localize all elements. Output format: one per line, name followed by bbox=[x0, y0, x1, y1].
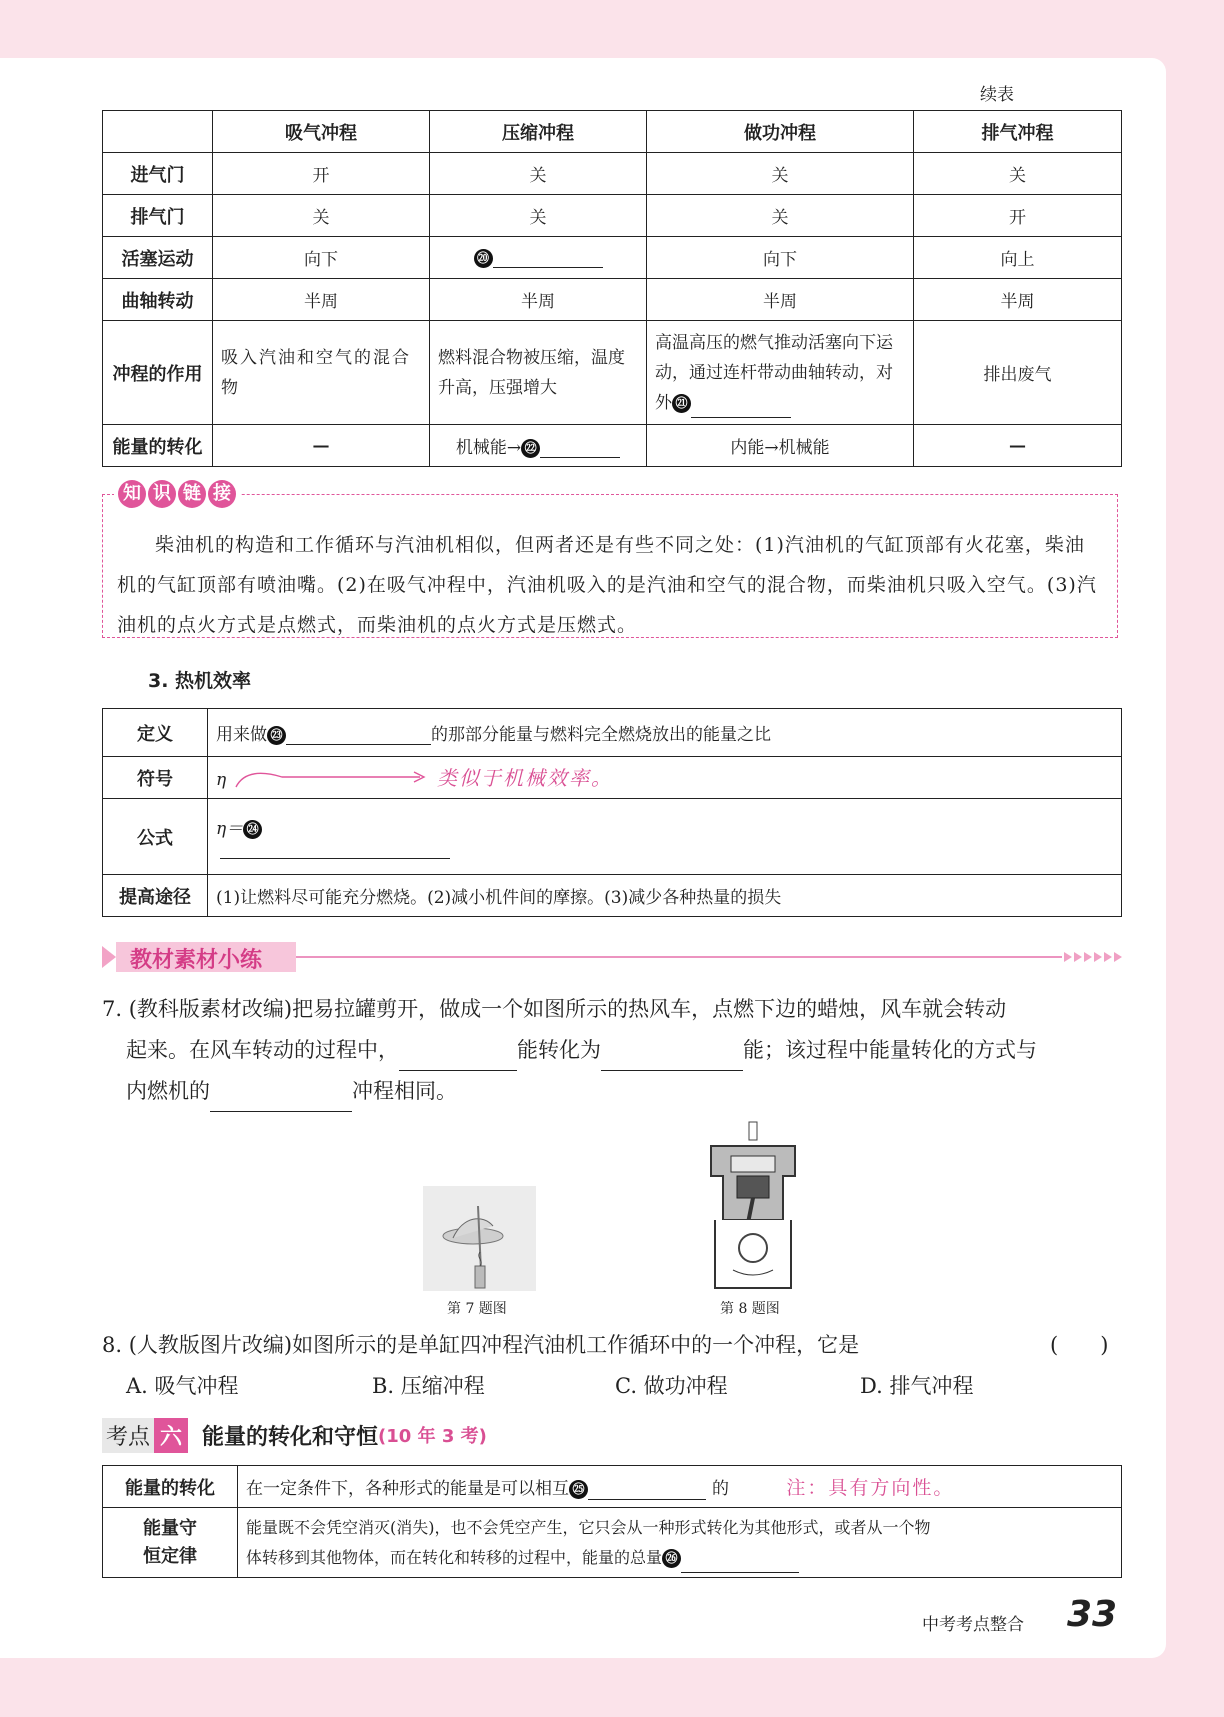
practice-banner bbox=[102, 940, 1122, 974]
row-label: 冲程的作用 bbox=[103, 321, 213, 425]
table-cell: 半周 bbox=[430, 279, 647, 321]
continued-label: 续表 bbox=[980, 85, 1014, 105]
figure-7-image bbox=[423, 1186, 536, 1291]
efficiency-table bbox=[102, 708, 1122, 917]
stroke-table bbox=[102, 110, 1122, 467]
cell-text: 能量既不会凭空消灭(消失)，也不会凭空产生，它只会从一种形式转化为其他形式，或者从一个物 bbox=[246, 1517, 931, 1537]
figure-8-caption: 第 8 题图 bbox=[720, 1301, 780, 1317]
figure-7-caption: 第 7 题图 bbox=[447, 1301, 507, 1317]
badge-char: 链 bbox=[178, 480, 206, 508]
answer-blank[interactable] bbox=[399, 1042, 517, 1071]
blank-number: ㉒ bbox=[521, 439, 540, 458]
cell-text: 在一定条件下，各种形式的能量是可以相互 bbox=[246, 1479, 569, 1499]
section-tag: 考点 bbox=[102, 1418, 154, 1453]
header-cell: 做功冲程 bbox=[647, 111, 914, 153]
engine-cylinder-figure bbox=[703, 1120, 803, 1292]
answer-blank[interactable] bbox=[286, 726, 431, 745]
table-row bbox=[103, 1508, 1122, 1578]
banner-title: 教材素材小练 bbox=[130, 948, 263, 973]
q7-line bbox=[102, 1071, 1132, 1112]
header-cell: 排气冲程 bbox=[914, 111, 1122, 153]
q7-line: 7. (教科版素材改编)把易拉罐剪开，做成一个如图所示的热风车，点燃下边的蜡烛，风车就会转动 bbox=[102, 997, 1007, 1021]
blank-number: ㉓ bbox=[267, 726, 286, 745]
table-cell: 向上 bbox=[914, 237, 1122, 279]
table-row bbox=[103, 321, 1122, 425]
badge-char: 知 bbox=[118, 480, 146, 508]
row-label: 公式 bbox=[103, 799, 208, 875]
table-cell: — bbox=[914, 425, 1122, 467]
handwritten-note: 注：具有方向性。 bbox=[786, 1477, 955, 1499]
table-row bbox=[103, 757, 1122, 799]
eta-symbol: η bbox=[216, 770, 227, 791]
table-cell: (1)让燃料尽可能充分燃烧。(2)减小机件间的摩擦。(3)减少各种热量的损失 bbox=[208, 875, 1122, 917]
row-label bbox=[103, 1508, 238, 1578]
blank-number: ⑳ bbox=[474, 249, 493, 268]
row-label: 提高途径 bbox=[103, 875, 208, 917]
answer-blank[interactable] bbox=[691, 399, 791, 418]
table-row bbox=[103, 153, 1122, 195]
q7-text: 内燃机的 bbox=[126, 1079, 210, 1103]
section-frequency: (10 年 3 考) bbox=[378, 1426, 487, 1447]
q7-text: 能；该过程中能量转化的方式与 bbox=[743, 1038, 1037, 1062]
answer-blank[interactable] bbox=[210, 1083, 352, 1112]
table-cell: 关 bbox=[647, 195, 914, 237]
badge-char: 识 bbox=[148, 480, 176, 508]
table-cell bbox=[208, 757, 1122, 799]
table-cell: 关 bbox=[647, 153, 914, 195]
table-row bbox=[103, 425, 1122, 467]
blank-number: ㉕ bbox=[569, 1480, 588, 1499]
q7-text: 起来。在风车转动的过程中， bbox=[126, 1038, 399, 1062]
cell-text: 用来做 bbox=[216, 725, 267, 745]
q7-line bbox=[102, 1030, 1132, 1071]
figure-8-image bbox=[703, 1120, 803, 1292]
table-cell: 排出废气 bbox=[914, 321, 1122, 425]
fill-blank-cell[interactable] bbox=[430, 237, 647, 279]
table-row bbox=[103, 875, 1122, 917]
table-cell: 吸入汽油和空气的混合物 bbox=[213, 321, 430, 425]
fill-blank-cell[interactable] bbox=[208, 799, 1122, 875]
fill-blank-cell[interactable] bbox=[208, 709, 1122, 757]
row-label: 定义 bbox=[103, 709, 208, 757]
blank-number: ㉖ bbox=[662, 1549, 681, 1568]
header-cell: 吸气冲程 bbox=[213, 111, 430, 153]
section-tag-number: 六 bbox=[154, 1418, 188, 1453]
row-label: 进气门 bbox=[103, 153, 213, 195]
arrow-icon bbox=[232, 769, 432, 793]
badge-char: 接 bbox=[208, 480, 236, 508]
energy-table bbox=[102, 1465, 1122, 1578]
section-title: 能量的转化和守恒 bbox=[202, 1424, 379, 1450]
row-label: 排气门 bbox=[103, 195, 213, 237]
q7-text: 冲程相同。 bbox=[352, 1079, 457, 1103]
efficiency-heading: 3. 热机效率 bbox=[148, 670, 252, 692]
answer-bracket[interactable]: ( ) bbox=[1050, 1333, 1109, 1357]
table-row bbox=[103, 279, 1122, 321]
handwritten-note: 类似于机械效率。 bbox=[437, 766, 613, 791]
table-cell: 开 bbox=[914, 195, 1122, 237]
answer-blank[interactable] bbox=[588, 1481, 706, 1500]
knowledge-link-badge bbox=[114, 480, 240, 508]
table-cell: 关 bbox=[213, 195, 430, 237]
knowledge-link-box bbox=[102, 494, 1118, 638]
table-cell: 半周 bbox=[647, 279, 914, 321]
answer-blank[interactable] bbox=[220, 854, 450, 859]
answer-blank[interactable] bbox=[540, 439, 620, 458]
pinwheel-figure bbox=[423, 1186, 536, 1291]
fill-blank-cell[interactable] bbox=[238, 1508, 1122, 1578]
section-6-heading bbox=[102, 1418, 487, 1452]
label-line: 能量守 bbox=[143, 1517, 197, 1539]
formula-symbol: η＝ bbox=[216, 819, 244, 839]
table-cell: 燃料混合物被压缩，温度升高，压强增大 bbox=[430, 321, 647, 425]
row-label: 曲轴转动 bbox=[103, 279, 213, 321]
option-d[interactable]: D. 排气冲程 bbox=[860, 1374, 974, 1398]
table-row bbox=[103, 799, 1122, 875]
table-row bbox=[103, 1466, 1122, 1508]
table-cell: 开 bbox=[213, 153, 430, 195]
answer-blank[interactable] bbox=[681, 1554, 799, 1573]
row-label: 能量的转化 bbox=[103, 425, 213, 467]
blank-number: ㉔ bbox=[243, 820, 262, 839]
table-cell: 关 bbox=[430, 153, 647, 195]
table-cell: 半周 bbox=[213, 279, 430, 321]
table-cell: 半周 bbox=[914, 279, 1122, 321]
table-cell: — bbox=[213, 425, 430, 467]
fill-blank-cell[interactable] bbox=[430, 425, 647, 467]
table-row bbox=[103, 237, 1122, 279]
cell-text: 体转移到其他物体，而在转化和转移的过程中，能量的总量 bbox=[246, 1547, 663, 1567]
q7-text: 能转化为 bbox=[517, 1038, 601, 1062]
table-row bbox=[103, 709, 1122, 757]
answer-blank[interactable] bbox=[493, 249, 603, 268]
fill-blank-cell[interactable] bbox=[647, 321, 914, 425]
label-line: 恒定律 bbox=[143, 1545, 197, 1567]
page-number: 33 bbox=[1067, 1594, 1118, 1635]
knowledge-link-text: 柴油机的构造和工作循环与汽油机相似，但两者还是有些不同之处：(1)汽油机的气缸顶部有火花塞，柴油机的气缸顶部有喷油嘴。(2)在吸气冲程中，汽油机吸入的是汽油和空气的混合物，而柴油机只吸入空气。(3)汽油机的点火方式是点燃式，而柴油机的点火方式是压燃式。 bbox=[117, 534, 1097, 636]
row-label: 符号 bbox=[103, 757, 208, 799]
row-label: 活塞运动 bbox=[103, 237, 213, 279]
option-b[interactable]: B. 压缩冲程 bbox=[372, 1374, 485, 1398]
question-7 bbox=[102, 989, 1132, 1112]
table-cell: 关 bbox=[430, 195, 647, 237]
cell-text: 的 bbox=[712, 1479, 729, 1499]
table-cell: 向下 bbox=[647, 237, 914, 279]
question-8-text: 8. (人教版图片改编)如图所示的是单缸四冲程汽油机工作循环中的一个冲程，它是 bbox=[102, 1333, 860, 1357]
header-cell: 压缩冲程 bbox=[430, 111, 647, 153]
corner-cell bbox=[103, 111, 213, 153]
row-label: 能量的转化 bbox=[103, 1466, 238, 1508]
table-header-row bbox=[103, 111, 1122, 153]
table-cell: 关 bbox=[914, 153, 1122, 195]
fill-blank-cell[interactable] bbox=[238, 1466, 1122, 1508]
cell-text: 机械能→ bbox=[455, 438, 522, 458]
table-cell: 内能→机械能 bbox=[647, 425, 914, 467]
table-row bbox=[103, 195, 1122, 237]
answer-blank[interactable] bbox=[601, 1042, 743, 1071]
cell-text: 高温高压的燃气推动活塞向下运动，通过连杆带动曲轴转动，对外 bbox=[655, 332, 893, 413]
table-cell: 向下 bbox=[213, 237, 430, 279]
footer-book-title: 中考考点整合 bbox=[922, 1615, 1024, 1635]
cell-text: 的那部分能量与燃料完全燃烧放出的能量之比 bbox=[431, 725, 771, 745]
option-c[interactable]: C. 做功冲程 bbox=[615, 1374, 728, 1398]
blank-number: ㉑ bbox=[672, 394, 691, 413]
option-a[interactable]: A. 吸气冲程 bbox=[126, 1374, 239, 1398]
